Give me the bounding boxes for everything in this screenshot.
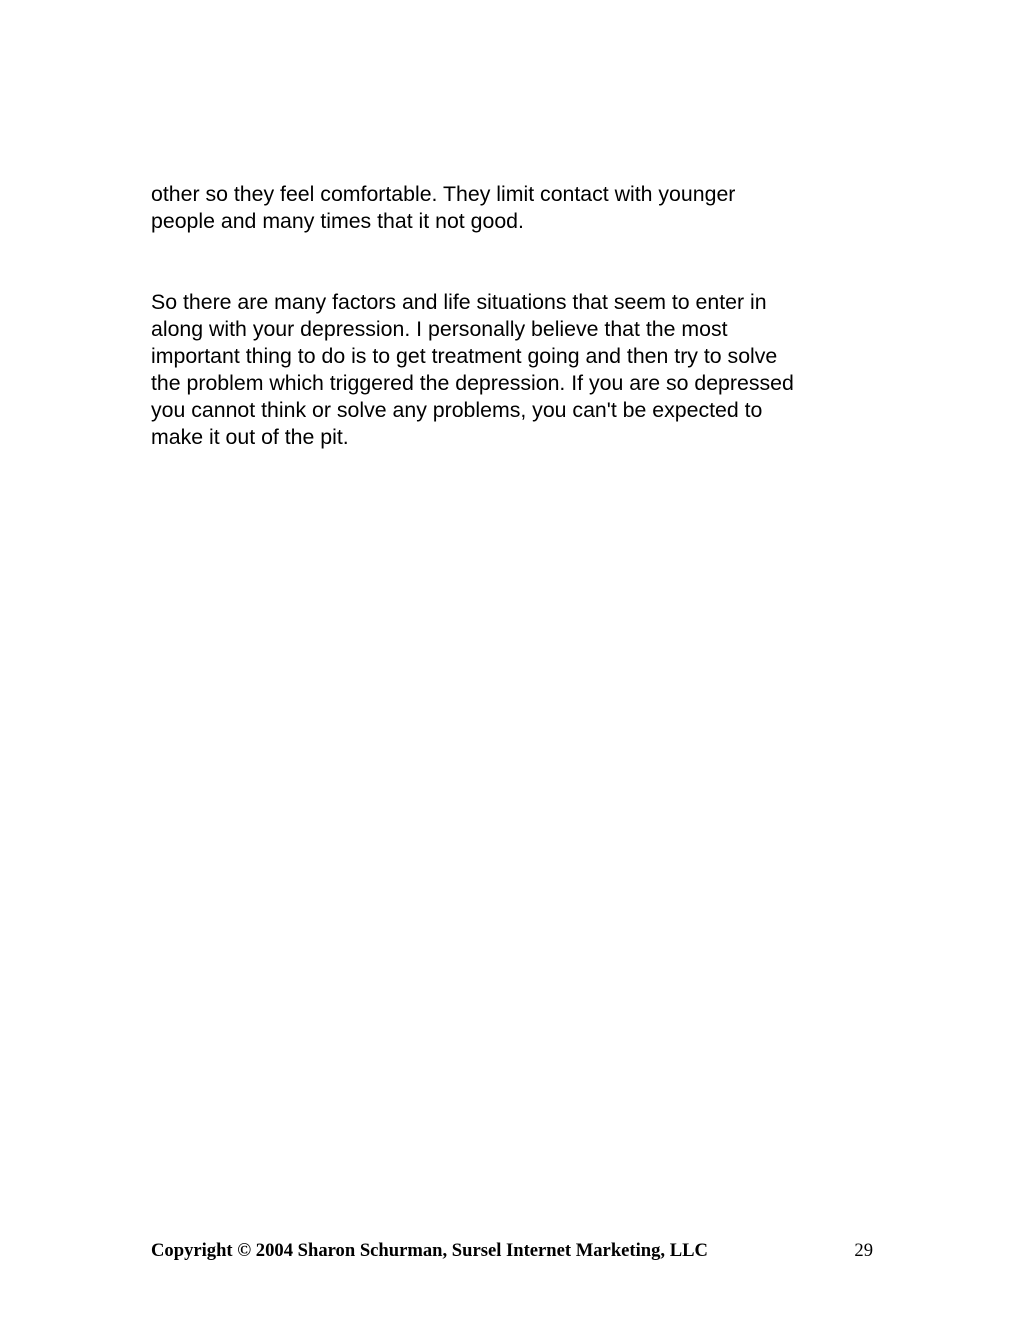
body-paragraph: other so they feel comfortable. They limit contact with younger people and many times that it not good. [151,182,736,233]
body-paragraph: So there are many factors and life situations that seem to enter in along with your depression. I personally believe that the most important thing to do is to get treatment going and then try to solve the problem which triggered the depression. If you are so depressed you cannot think or solve any problems, you can't be expected to make it out of the pit. [151,290,794,449]
footer-copyright: Copyright © 2004 Sharon Schurman, Sursel Internet Marketing, LLC [151,1240,708,1261]
page-footer [151,1240,873,1268]
page-number: 29 [854,1240,873,1261]
